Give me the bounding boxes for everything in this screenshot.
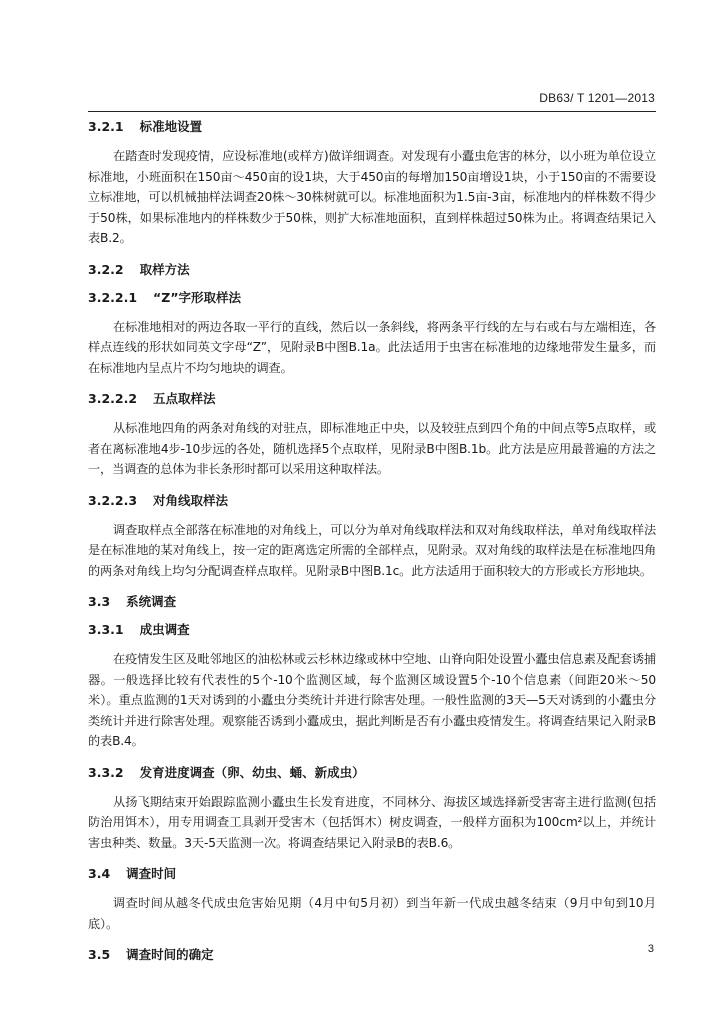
section-title: 对角线取样法: [153, 492, 229, 508]
paragraph-3-2-1: 在踏查时发现疫情，应设标准地(或样方)做详细调查。对发现有小蠹虫危害的林分，以小班为单位设立标准地，小班面积在150亩～450亩的设1块，大于450亩的每增加150亩增设1块，小于150亩的不需要设立标准地，可以机械抽样法调查20株～30株树就可以。标准地面积为1.5亩-3亩，标准地内的样株数不得少于50株，如果标准地内的样株数少于50株，则扩大标准地面积，直到样株超过50株为止。将调查结果记入表B.2。: [88, 149, 656, 245]
section-number: 3.2.2.1: [88, 289, 138, 305]
section-number: 3.2.2: [88, 261, 124, 277]
section-title: 五点取样法: [153, 391, 216, 406]
paragraph-3-4: 调查时间从越冬代成虫危害始见期（4月中旬5月初）到当年新一代成虫越冬结束（9月中旬到10月底）。: [88, 896, 656, 931]
standard-code: DB63/ T 1201—2013: [539, 91, 655, 105]
paragraph-3-2-2-1: 在标准地相对的两边各取一平行的直线，然后以一条斜线，将两条平行线的左与右或右与左端相连，各样点连线的形状如同英文字母“Z”，见附录B中图B.1a。此法适用于虫害在标准地的边缘地带发生量多，而在标准地内呈点片不均匀地块的调查。: [88, 319, 656, 375]
section-number: 3.2.1: [88, 119, 124, 134]
paragraph-3-2-2-2: 从标准地四角的两条对角线的对驻点，即标准地正中央，以及较驻点到四个角的中间点等5点取样，或者在离标准地4步-10步远的各处，随机选择5个点取样，见附录B中图B.1b。此方法是应用最普遍的方法之一，当调查的总体为非长条形时都可以采用这种取样法。: [88, 421, 656, 476]
section-title: “Z”字形取样法: [153, 289, 242, 305]
section-number: 3.2.2.3: [88, 492, 138, 508]
section-title: 取样方法: [139, 261, 190, 277]
section-title: 发育进度调查（卵、幼虫、蛹、新成虫）: [139, 764, 365, 780]
section-title: 成虫调查: [139, 622, 190, 637]
section-title: 系统调查: [126, 594, 177, 609]
section-heading-3-2-2-3: [88, 492, 656, 510]
section-title: 调查时间: [126, 866, 177, 881]
paragraph-3-3-2: 从扬飞期结束开始跟踪监测小蠹虫生长发育进度，不同林分、海拔区域选择新受害寄主进行监测(包括防治用饵木），用专用调查工具剥开受害木（包括饵木）树皮调查，一般样方面积为100cm²以上，并统计害虫种类、数量。3天-5天监测一次。将调查结果记入附录B的表B.6。: [88, 794, 656, 850]
section-number: 3.3.1: [88, 622, 124, 637]
section-heading-3-4: [88, 865, 656, 883]
section-number: 3.3: [88, 594, 111, 609]
paragraph-3-3-1: 在疫情发生区及毗邻地区的油松林或云杉林边缘或林中空地、山脊向阳处设置小蠹虫信息素及配套诱捕器。一般选择比较有代表性的5个-10个监测区域，每个监测区域设置5个-10个信息素（间距20米～50米）。重点监测的1天对诱到的小蠹虫分类统计并进行除害处理。一般性监测的3天—5天对诱到的小蠹虫分类统计并进行除害处理。观察能否诱到小蠹成虫，据此判断是否有小蠹虫疫情发生。将调查结果记入附录B的表B.4。: [88, 652, 656, 748]
section-heading-3-2-1: [88, 118, 656, 136]
section-heading-3-3: [88, 593, 656, 611]
header-rule: [88, 111, 656, 112]
section-title: 调查时间的确定: [126, 947, 214, 962]
page-number: 3: [647, 943, 654, 955]
section-number: 3.3.2: [88, 764, 124, 780]
section-heading-3-2-2: [88, 261, 656, 279]
section-number: 3.4: [88, 866, 111, 881]
section-heading-3-2-2-2: [88, 390, 656, 408]
section-title: 标准地设置: [139, 119, 203, 134]
section-number: 3.5: [88, 947, 111, 962]
section-heading-3-3-2: [88, 764, 656, 782]
section-heading-3-3-1: [88, 621, 656, 639]
section-number: 3.2.2.2: [88, 391, 138, 406]
section-heading-3-5: [88, 946, 656, 964]
document-body: [88, 118, 656, 964]
section-heading-3-2-2-1: [88, 289, 656, 307]
paragraph-3-2-2-3: 调查取样点全部落在标准地的对角线上，可以分为单对角线取样法和双对角线取样法，单对角线取样法是在标准地的某对角线上，按一定的距离选定所需的全部样点，见附录。双对角线的取样法是在标准地四角的两条对角线上均匀分配调查样点取样。见附录B中图B.1c。此方法适用于面积较大的方形或长方形地块。: [88, 522, 656, 578]
